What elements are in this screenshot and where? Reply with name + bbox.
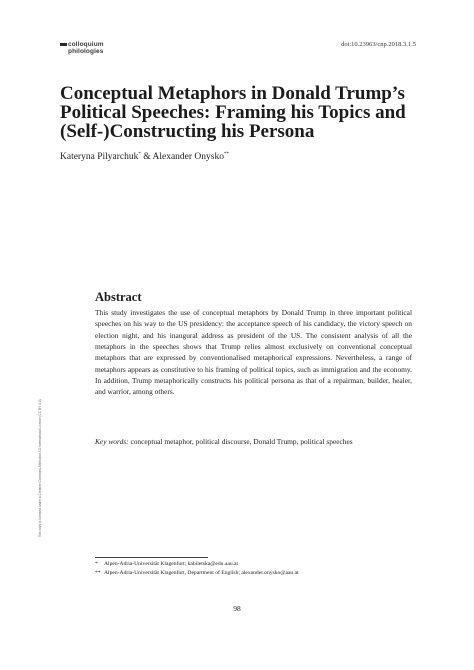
logo-bar [60,43,67,46]
article-title: Conceptual Metaphors in Donald Trump’s Political Speeches: Framing his Topics and (Self-)Constructing his Persona [60,83,406,142]
footnote-marker: ** [223,152,229,157]
footnote-text: Alpen-Adria-Universität Klagenfurt, Department of English; alexander.onysko@aau.at [104,570,299,576]
author-line [60,152,229,162]
footnote-text: Alpen-Adria-Universität Klagenfurt; kabiletska@edu.aau.at [104,561,239,567]
keywords-list: conceptual metaphor, political discourse, Donald Trump, political speeches [128,437,353,446]
keywords [95,436,415,447]
footnote-mark: ** [95,570,101,576]
author-name: Kateryna Pilyarchuk [60,152,139,162]
footnote-mark: * [95,561,98,567]
journal-logo [60,41,130,59]
keywords-label: Key words: [95,437,129,446]
author-name: Alexander Onysko [152,152,224,162]
license-notice: This work is licensed under a Creative Commons Attribution 4.0 International License (CC BY 4.0). [38,398,42,538]
doi-reference: doi:10.23963/cnp.2018.3.1.5 [341,41,416,48]
page-number: 98 [233,604,241,613]
footnote-marker: * [138,152,141,157]
journal-name-line2: philologies [68,48,104,55]
abstract-heading: Abstract [95,290,142,304]
footnote [95,561,238,567]
journal-name-line1: colloquium [68,41,104,48]
footnote [95,570,299,576]
author-separator: & [140,152,153,162]
abstract-text: This study investigates the use of conceptual metaphors by Donald Trump in three important political speeches on his way to the US presidency: the acceptance speech of his candidacy, the victory speech on election night, and his inaugural address as president of the US. The consistent analysis of all the metaphors in the speeches shows that Trump relies almost exclusively on conventional conceptual metaphors that are expressed by conventionalised metaphorical expressions. Nevertheless, a range of metaphors appears as constitutive to his framing of political topics, such as immigration and the economy. In addition, Trump metaphorically constructs his political persona as that of a repairman, builder, healer, and warrior, among others. [95,308,412,397]
footnote-divider [95,557,208,558]
